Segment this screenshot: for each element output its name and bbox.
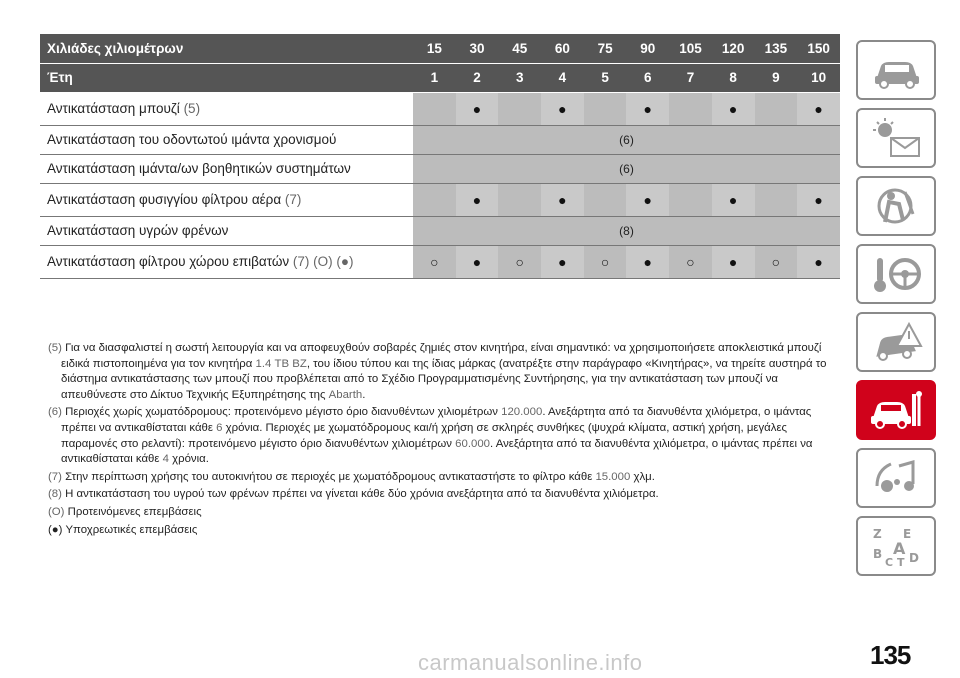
sidebar-tab-starting-driving[interactable] [856,244,936,304]
footnotes [48,341,840,540]
legend-text: Υποχρεωτικές επεμβάσεις [65,523,198,536]
schedule-cell: ○ [669,245,712,278]
footnote-8 [48,487,840,503]
sidebar-tab-index[interactable] [856,516,936,576]
table-row [40,125,840,154]
footnote-text: , του ίδιου τύπου και της ίδιας μάρκας (ανατρέξτε στην παράγραφο «Κινητήρας», να τηρείτε αυστηρά το διάστημα αντικατάστασης των μπουζί που προβλέπεται από το Σχέδιο Προγραμματισμένης Συντήρησης, για την αντικατάσταση των μπουζί να απευθύνεστε στο Δίκτυο Τεχνικής Εξυπηρέτησης της [61,357,827,401]
legend-symbol: (O) [48,505,65,518]
header-cell: 150 [797,34,840,63]
svg-text:C: C [885,556,894,568]
footnote-text: Στην περίπτωση χρήσης του αυτοκινήτου σε περιοχές με χωματόδρομους αντικαταστήστε το φίλτρο κάθε [65,470,596,483]
schedule-cell [413,183,456,216]
engine-code: 1.4 TB BZ [255,357,307,370]
table-row [40,154,840,183]
maintenance-schedule-table [40,34,840,279]
chapter-sidebar [856,40,936,584]
schedule-cell: ● [712,245,755,278]
footnote-text: . Ανεξάρτητα από τα διανυθέντα χιλιόμετρα, ο ιμάντας πρέπει να αντικαθίσταται κάθε [61,406,812,434]
maintenance-car-wrench-icon [869,388,923,432]
footnote-7 [48,470,840,486]
footnote-5 [48,341,840,403]
schedule-cell: ● [797,245,840,278]
schedule-cell: ● [797,183,840,216]
watermark: carmanualsonline.info [418,650,643,675]
header-cell: 1 [413,63,456,92]
steering-key-icon [869,252,923,296]
header-label: Χιλιάδες χιλιομέτρων [40,34,413,63]
schedule-cell [413,92,456,125]
multimedia-icon [869,456,923,500]
header-cell: 10 [797,63,840,92]
schedule-cell [755,183,798,216]
row-footnote-ref: (7) (O) (●) [292,254,354,269]
svg-text:T: T [897,556,905,568]
row-label [40,154,413,183]
table-row [40,216,840,245]
sidebar-tab-maintenance[interactable] [856,380,936,440]
header-cell: 135 [755,34,798,63]
row-span-note: (6) [413,154,840,183]
schedule-cell [669,183,712,216]
schedule-cell: ● [541,245,584,278]
sidebar-tab-warning-lights[interactable] [856,108,936,168]
brand-name: Abarth [328,388,363,401]
header-cell: 105 [669,34,712,63]
years-value: 6 [216,421,223,434]
km-value: 120.000 [501,406,543,419]
legend-symbol: (●) [48,523,63,536]
svg-text:D: D [909,551,919,565]
header-cell: 3 [498,63,541,92]
legend-text: Προτεινόμενες επεμβάσεις [67,505,202,518]
header-cell: 7 [669,63,712,92]
footnote-number: (5) [48,342,62,354]
header-cell: 2 [456,63,499,92]
sidebar-tab-multimedia[interactable] [856,448,936,508]
footnote-number: (6) [48,406,62,419]
schedule-cell: ○ [755,245,798,278]
legend-recommended [48,505,840,521]
header-cell: 60 [541,34,584,63]
schedule-cell: ● [797,92,840,125]
header-km-row [40,34,840,63]
header-cell: 75 [584,34,627,63]
schedule-cell: ● [456,245,499,278]
row-label-text: Αντικατάσταση ιμάντα/ων βοηθητικών συστημάτων [47,161,351,176]
schedule-cell [755,92,798,125]
schedule-cell: ○ [584,245,627,278]
row-label-text: Αντικατάσταση του οδοντωτού ιμάντα χρονισμού [47,132,337,147]
schedule-cell: ● [541,183,584,216]
footnote-text: Για να διασφαλιστεί η σωστή λειτουργία και να αποφευχθούν σοβαρές ζημιές στον κινητήρα, είναι σημαντικό: να χρησιμοποιήσετε αποκλειστικά μπουζί ειδικά πιστοποιημένα για τον κινητήρα [61,342,822,370]
sidebar-tab-safety[interactable] [856,176,936,236]
table-row [40,183,840,216]
index-letters-icon [869,524,923,568]
footnote-text: . [362,388,366,401]
schedule-cell: ● [626,92,669,125]
footnote-text: Η αντικατάσταση του υγρού των φρένων πρέπει να γίνεται κάθε δύο χρόνια ανεξάρτητα από τα διανυθέντα χιλιόμετρα. [65,488,659,501]
row-label [40,92,413,125]
header-cell: 15 [413,34,456,63]
row-span-note: (6) [413,125,840,154]
footnote-number: (8) [48,488,62,501]
table-row [40,245,840,278]
row-label-text: Αντικατάσταση υγρών φρένων [47,223,229,238]
header-cell: 6 [626,63,669,92]
schedule-cell: ● [456,92,499,125]
page-number: 135 [870,640,911,670]
emergency-icon [869,320,923,364]
schedule-cell [584,92,627,125]
header-cell: 90 [626,34,669,63]
header-years-row [40,63,840,92]
safety-airbag-icon [869,184,923,228]
legend-mandatory [48,523,840,539]
schedule-cell: ● [712,183,755,216]
row-label [40,245,413,278]
schedule-cell: ● [456,183,499,216]
schedule-cell [584,183,627,216]
schedule-cell: ● [626,245,669,278]
header-cell: 120 [712,34,755,63]
footnote-text: Περιοχές χωρίς χωματόδρομους: προτεινόμενο μέγιστο όριο διανυθέντων χιλιομέτρων [65,406,502,419]
row-label [40,183,413,216]
footnote-number: (7) [48,470,62,483]
svg-text:A: A [893,539,906,558]
header-cell: 5 [584,63,627,92]
row-label [40,216,413,245]
footnote-text: . Ανεξάρτητα από τα διανυθέντα χιλιόμετρα, ο ιμάντας πρέπει να αντικαθίσταται κάθε [61,437,813,466]
schedule-cell: ● [541,92,584,125]
row-label-text: Αντικατάσταση φυσιγγίου φίλτρου αέρα [47,192,282,207]
svg-text:B: B [873,547,883,561]
footnote-6 [48,405,840,467]
schedule-cell: ○ [413,245,456,278]
header-cell: 8 [712,63,755,92]
header-cell: 45 [498,34,541,63]
row-label-text: Αντικατάσταση φίλτρου χώρου επιβατών [47,254,290,269]
svg-text:E: E [903,527,912,541]
km-value: 60.000 [455,437,490,450]
years-value: 4 [162,453,169,466]
row-span-note: (8) [413,216,840,245]
header-label: Έτη [40,63,413,92]
footnote-text: χρόνια. [168,453,209,466]
footnote-text: χλμ. [630,470,655,483]
schedule-cell: ● [712,92,755,125]
schedule-cell: ○ [498,245,541,278]
header-cell: 30 [456,34,499,63]
sidebar-tab-emergency[interactable] [856,312,936,372]
svg-text:Z: Z [873,527,882,541]
schedule-cell [498,92,541,125]
schedule-cell [669,92,712,125]
row-label [40,125,413,154]
car-dashboard-icon [869,48,923,92]
row-footnote-ref: (7) [284,192,302,207]
schedule-cell: ● [626,183,669,216]
row-label-text: Αντικατάσταση μπουζί [47,101,180,116]
warning-lights-icon [869,116,923,160]
footnote-text: χρόνια. Περιοχές με χωματόδρομους και/ή χρήση σε σκληρές συνθήκες (ψυχρά κλίματα, αστική χρήση, μεγάλες παραμονές στο ρελαντί): προτεινόμενο μέγιστο όριο διανυθέντων χιλιομέτρων [61,421,788,450]
row-footnote-ref: (5) [183,101,201,116]
schedule-cell [498,183,541,216]
table-row [40,92,840,125]
km-value: 15.000 [595,470,631,483]
sidebar-tab-dashboard[interactable] [856,40,936,100]
header-cell: 9 [755,63,798,92]
header-cell: 4 [541,63,584,92]
